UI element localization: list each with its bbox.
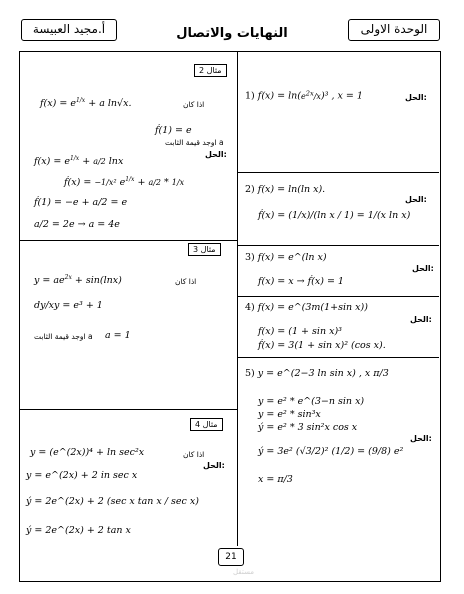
q4-step-1: f(x) = (1 + sin x)³ <box>258 326 342 337</box>
example-2-tag: مثال 2 <box>194 64 227 77</box>
example-2-step-3: f́(1) = −e + a/2 = e <box>34 197 128 208</box>
right-divider-3 <box>237 296 439 297</box>
column-divider <box>237 51 238 546</box>
example-2-solution-label: الحل: <box>205 150 227 159</box>
example-4-tag: مثال 4 <box>190 418 223 431</box>
q5-step-1: y = e² * e^(3−n sin x) <box>258 396 365 407</box>
example-4-step-3: ý = 2e^(2x) + 2 tan x <box>26 525 131 536</box>
example-4-step-2: ý = 2e^(2x) + 2 (sec x tan x / sec x) <box>26 496 199 507</box>
q5-solution-label: الحل: <box>410 434 432 443</box>
example-2-step-2: f́(x) = −1/x² $e^{1/x} + a/2 * 1/x$ <box>64 176 185 189</box>
example-2-step-4: a/2 = 2e → a = 4e <box>34 219 120 230</box>
example-3-find: اوجد قيمة الثابت a <box>34 332 93 341</box>
example-2-step-1: $f(x) = e^{1/x} + a/2$ lnx <box>34 155 124 168</box>
page-number: 21 <box>218 548 244 566</box>
author-box: أ.مجيد العبيسة <box>21 19 117 41</box>
example-2-find: اوجد قيمة الثابت a <box>165 138 224 147</box>
left-divider-1 <box>19 240 237 241</box>
q3-result: f(x) = x → f́(x) = 1 <box>258 276 344 287</box>
example-3-if: اذا كان <box>175 277 197 286</box>
example-4-given: y = (e^(2x))⁴ + ln sec²x <box>30 447 145 458</box>
example-3-result: a = 1 <box>105 330 131 341</box>
right-divider-2 <box>237 245 439 246</box>
q4-solution-label: الحل: <box>410 315 432 324</box>
q3-given: 3) f(x) = e^(ln x) <box>245 252 327 263</box>
example-4-step-1: y = e^(2x) + 2 in sec x <box>26 470 138 481</box>
q2-given: 2) f(x) = ln(ln x). <box>245 184 326 195</box>
example-3-tag: مثال 3 <box>188 243 221 256</box>
right-divider-1 <box>237 172 439 173</box>
q1-given: 1) $f(x) = \ln(e^{2x}/x)^3$ , x = 1 <box>245 89 363 102</box>
q4-step-2: f́(x) = 3(1 + sin x)² (cos x). <box>258 340 386 351</box>
example-2-if: اذا كان <box>183 100 205 109</box>
q5-step-5: x = π/3 <box>258 474 293 485</box>
q5-given: 5) y = e^(2−3 ln sin x) , x π/3 <box>245 368 389 379</box>
right-divider-4 <box>237 357 439 358</box>
q2-derivative: f́(x) = (1/x)/(ln x / 1) = 1/(x ln x) <box>258 210 411 221</box>
example-2-cond: f́(1) = e <box>155 125 192 136</box>
q5-step-2: y = e² * sin³x <box>258 409 321 420</box>
example-2-given: $f(x) = e^{1/x} + a$ ln√x. <box>40 97 132 110</box>
q3-solution-label: الحل: <box>412 264 434 273</box>
q5-step-3: ý = e² * 3 sin²x cos x <box>258 422 358 433</box>
q4-given: 4) f(x) = e^(3m(1+sin x)) <box>245 302 368 313</box>
example-4-if: اذا كان <box>183 450 205 459</box>
example-4-solution-label: الحل: <box>203 461 225 470</box>
q2-solution-label: الحل: <box>405 195 427 204</box>
q1-solution-label: الحل: <box>405 93 427 102</box>
unit-box: الوحدة الاولى <box>348 19 440 41</box>
watermark: مستقل <box>233 568 254 576</box>
page-title: النهايات والاتصال <box>176 26 288 41</box>
q5-step-4: ý = 3e² (√3/2)² (1/2) = (9/8) e² <box>258 446 404 457</box>
left-divider-2 <box>19 409 237 410</box>
example-3-given: $y = ae^{2x} + \sin(\ln x)$ <box>34 274 122 287</box>
example-3-cond: dy/xy = e³ + 1 <box>34 300 103 311</box>
